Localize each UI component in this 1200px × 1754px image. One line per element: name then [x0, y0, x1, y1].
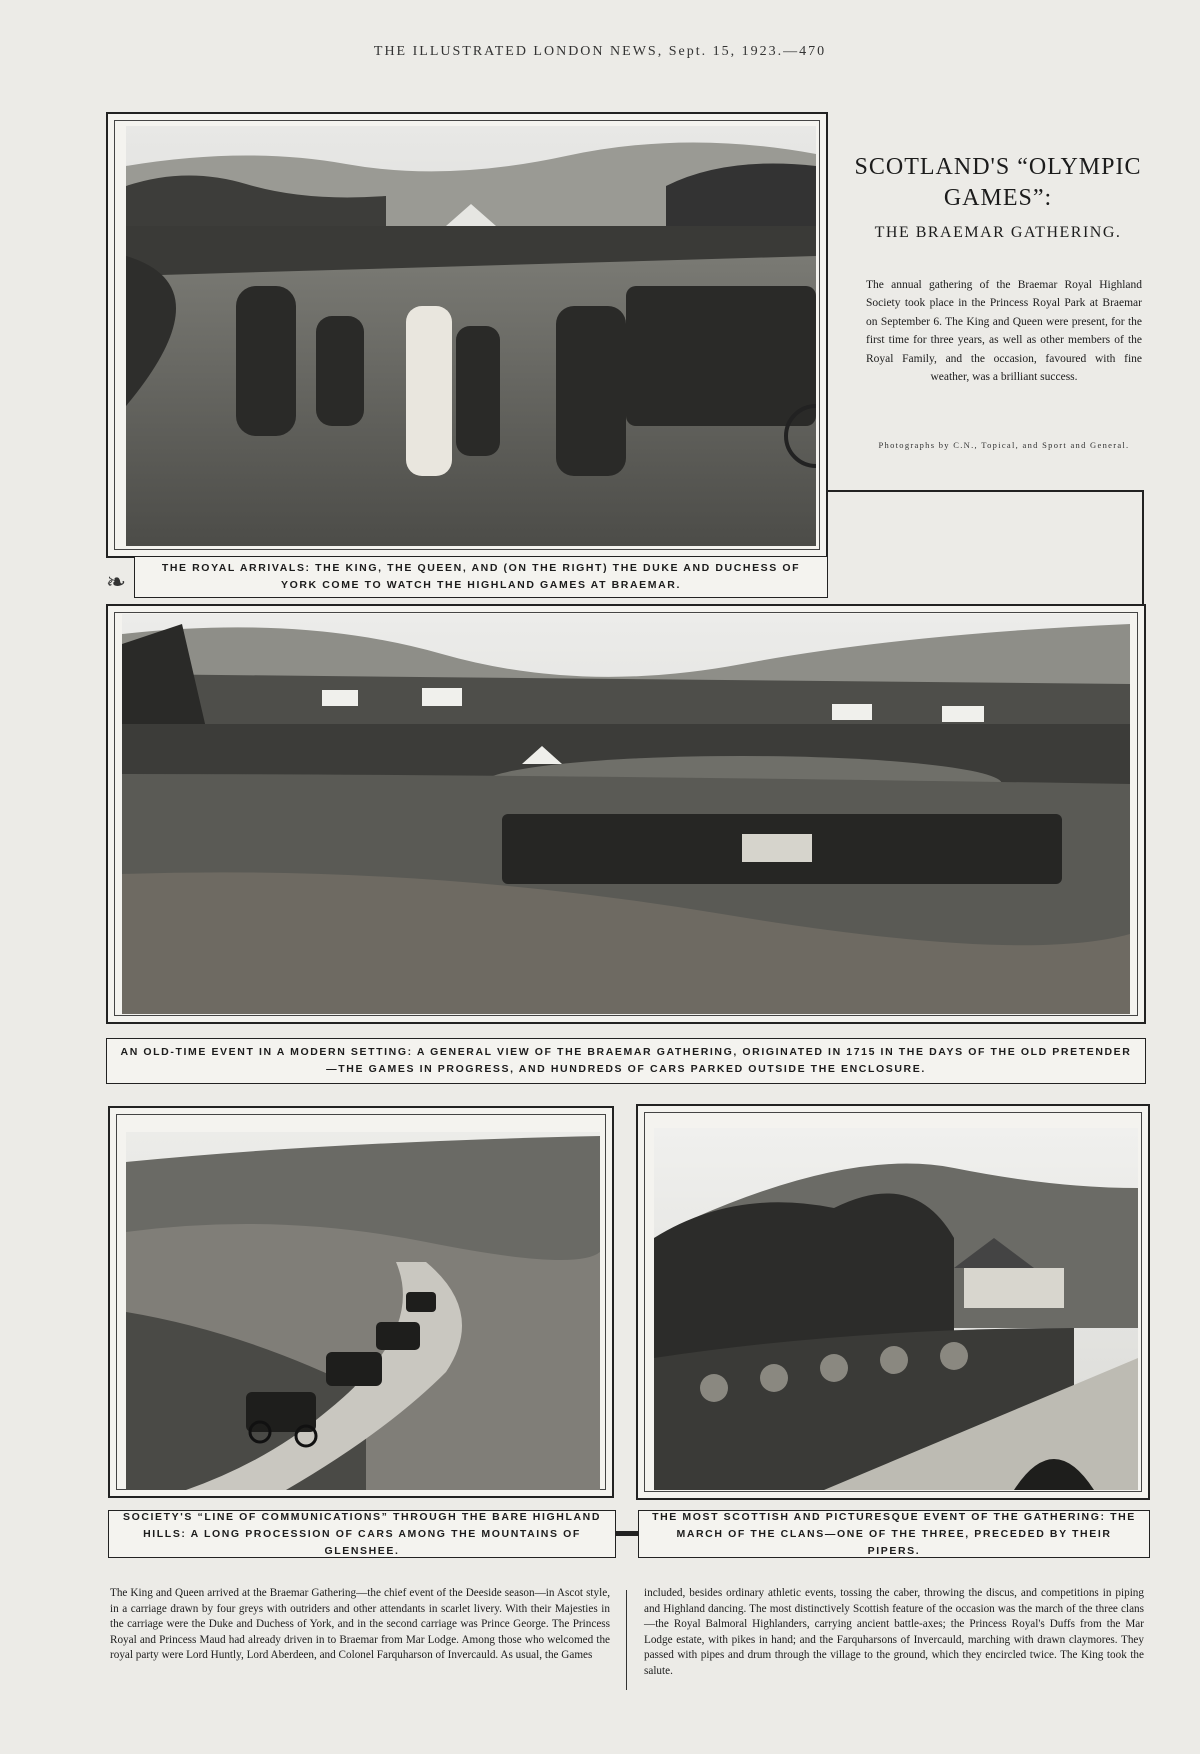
caption-general-view: [106, 1038, 1146, 1084]
running-header: THE ILLUSTRATED LONDON NEWS, Sept. 15, 1923.—470: [373, 44, 827, 59]
article-title: [838, 152, 1158, 242]
photo-frame-march-of-clans: [636, 1104, 1150, 1500]
photo-frame-general-view: [106, 604, 1146, 1024]
caption-line-of-communications: [108, 1510, 616, 1558]
photo-credits: Photographs by C.N., Topical, and Sport and General.: [878, 440, 1130, 450]
photo-march-of-clans: [654, 1128, 1138, 1490]
photo-royal-arrivals: [126, 126, 816, 546]
body-column-2: included, besides ordinary athletic events, tossing the caber, throwing the discus, and competitions in piping and Highland dancing. The most distinctively Scottish feature of the occasion was the march of the three clans—the Royal Balmoral Highlanders, carrying ancient battle-axes; the Princess Royal's Duffs from the Mar Lodge estate, with pikes in hand; and the Farquharsons of Invercauld, marching with drawn claymores. They passed with pipes and drum through the village to the ground, which they encircled twice. The King took the salute.: [644, 1587, 1144, 1677]
leaf-ornament-icon: ❧: [106, 570, 127, 596]
intro-paragraph: The annual gathering of the Braemar Royal Highland Society took place in the Princess Royal Park at Braemar on September 6. The King and Queen were present, for the first time for three years, as well as other members of the Royal Family, and the occasion, favoured with fine weather, was a brilliant success.: [866, 279, 1142, 384]
photo-line-of-communications: [126, 1132, 600, 1490]
title-line-2: THE BRAEMAR GATHERING.: [874, 224, 1122, 241]
photo-frame-royal-arrivals: [106, 112, 828, 558]
caption-march-of-clans-text: THE MOST SCOTTISH AND PICTURESQUE EVENT OF THE GATHERING: THE MARCH OF THE CLANS—ONE OF THE THREE, PRECEDED BY THEIR PIPERS.: [652, 1510, 1136, 1557]
caption-royal-arrivals: [134, 556, 828, 598]
caption-general-view-text: AN OLD-TIME EVENT IN A MODERN SETTING: A GENERAL VIEW OF THE BRAEMAR GATHERING, ORIGINATED IN 1715 IN THE DAYS OF THE OLD PRETENDER—THE GAMES IN PROGRESS, AND HUNDREDS OF CARS PARKED OUTSIDE THE ENCLOSURE.: [120, 1046, 1132, 1075]
photo-frame-line-of-communications: [108, 1106, 614, 1498]
caption-royal-arrivals-text: THE ROYAL ARRIVALS: THE KING, THE QUEEN, AND (ON THE RIGHT) THE DUKE AND DUCHESS OF YORK COME TO WATCH THE HIGHLAND GAMES AT BRAEMAR.: [161, 562, 801, 591]
caption-connector: [616, 1531, 638, 1536]
body-column-1: The King and Queen arrived at the Braemar Gathering—the chief event of the Deeside season—in Ascot style, in a carriage drawn by four greys with outriders and other attendants in scarlet livery. With their Majesties in the carriage were the Duke and Duchess of York, and in the second carriage was Prince George. The Princess Royal and Princess Maud had already driven in to Braemar from Mar Lodge. Among those who welcomed the royal party were Lord Huntly, Lord Aberdeen, and Colonel Farquharson of Invercauld. As usual, the Games: [110, 1587, 610, 1662]
column-rule: [626, 1590, 627, 1690]
photo-general-view: [122, 614, 1130, 1014]
frame-rule: [828, 490, 1144, 492]
title-line-1: SCOTLAND'S “OLYMPIC GAMES”:: [854, 154, 1142, 211]
caption-line-of-communications-text: SOCIETY'S “LINE OF COMMUNICATIONS” THROUGH THE BARE HIGHLAND HILLS: A LONG PROCESSION OF CARS AMONG THE MOUNTAINS OF GLENSHEE.: [122, 1510, 602, 1557]
frame-rule: [1142, 490, 1144, 610]
caption-march-of-clans: [638, 1510, 1150, 1558]
